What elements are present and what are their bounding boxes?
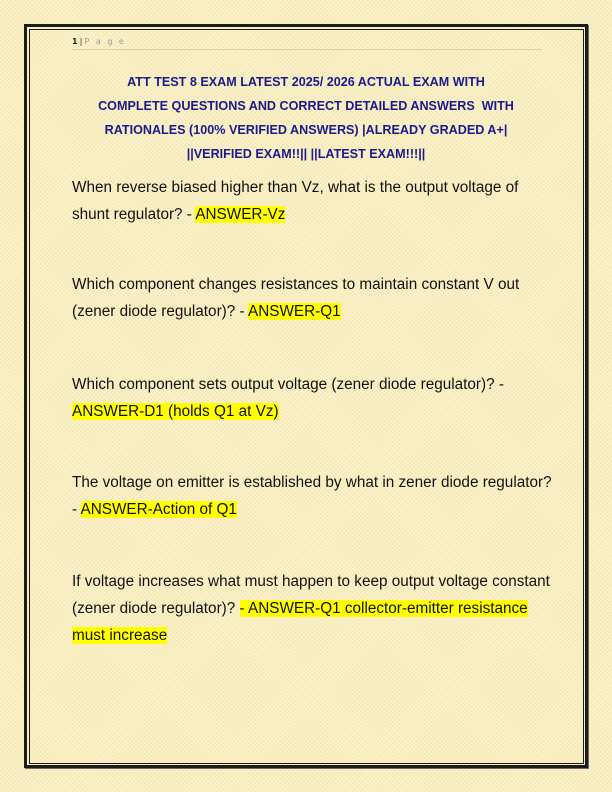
answer-highlight: - ANSWER-Q1 collector-emitter resistance must increase — [72, 600, 528, 644]
answer-highlight: ANSWER-Action of Q1 — [80, 501, 237, 518]
question-text: The voltage on emitter is established by what in zener diode regulator? - — [72, 474, 552, 518]
title-line: ATT TEST 8 EXAM LATEST 2025/ 2026 ACTUAL EXAM WITH — [127, 75, 485, 89]
question-text: Which component sets output voltage (zener diode regulator)? - — [72, 376, 504, 393]
title-line: RATIONALES (100% VERIFIED ANSWERS) |ALREADY GRADED A+| — [104, 123, 508, 137]
question-text: Which component changes resistances to maintain constant V out (zener diode regulator)? - — [72, 276, 520, 320]
qa-item-2 — [72, 271, 552, 325]
title-line: COMPLETE QUESTIONS AND CORRECT DETAILED ANSWERS WITH — [98, 99, 514, 113]
question-text: If voltage increases what must happen to keep output voltage constant (zener diode regulator)? — [72, 573, 550, 617]
qa-item-3 — [72, 371, 552, 425]
qa-item-4 — [72, 469, 552, 523]
qa-item-1 — [72, 174, 552, 228]
page-separator: | — [79, 37, 83, 46]
document-title — [62, 70, 550, 166]
qa-item-5 — [72, 568, 552, 649]
answer-highlight: ANSWER-D1 (holds Q1 at Vz) — [72, 403, 279, 420]
page-header — [72, 37, 542, 50]
title-line: ||VERIFIED EXAM!!|| ||LATEST EXAM!!!|| — [186, 147, 426, 161]
page-number: 1 — [72, 37, 78, 46]
answer-highlight: ANSWER-Q1 — [248, 303, 341, 320]
answer-highlight: ANSWER-Vz — [195, 206, 286, 223]
page-label: P a g e — [84, 37, 126, 46]
question-text: When reverse biased higher than Vz, what is the output voltage of shunt regulator? - — [72, 179, 519, 223]
